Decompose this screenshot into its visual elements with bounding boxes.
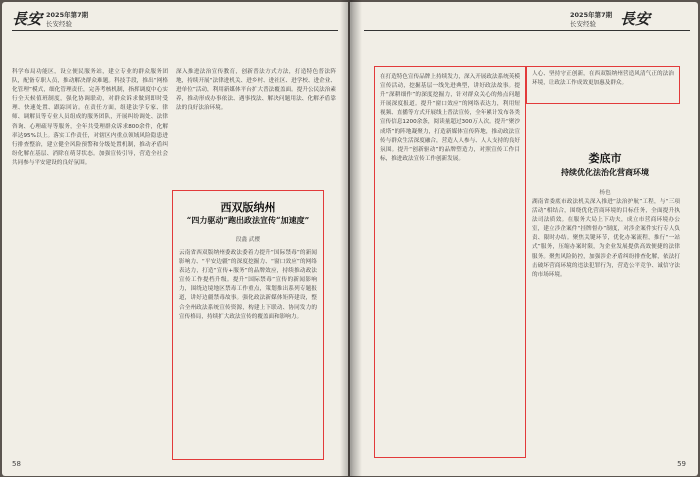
right-page	[350, 2, 698, 476]
page-number-left: 58	[12, 460, 21, 468]
right-column-2-intro: 人心、坚持守正创新，在西双版纳州营造风清气正的法治环境，让政法工作成效更加惠及群众。	[532, 71, 674, 87]
highlighted-column	[374, 66, 526, 458]
header-rule	[12, 30, 338, 31]
highlighted-article	[172, 190, 324, 460]
issue-label: 2025年第7期	[46, 11, 89, 19]
article-byline: 杨也	[599, 190, 611, 196]
spine-shadow	[340, 0, 362, 477]
section-label: 长安经验	[570, 20, 596, 28]
article-subtitle: “四力驱动”跑出政法宣传“加速度”	[186, 215, 310, 225]
article-title: 娄底市	[588, 152, 622, 165]
article-title: 西双版纳州	[220, 201, 276, 214]
article-body: 云南省西双版纳州委政法委着力提升“国际禁毒”的新闻影响力、“平安边疆”的深度挖掘力、“窗口效应”的网络表达力，打造“宣传+服务”的品牌效应，持续推动政法宣传工作提档升级。提升“国际禁毒”宣传的新闻影响力，围绕边境地区禁毒工作重点，策划推出系列专题报道，讲好边疆禁毒故事。强化政法新媒体矩阵建设，整合全州政法系统宣传资源，构建上下联动、协同发力的宣传格局，持续扩大政法宣传的覆盖面和影响力。	[179, 250, 317, 320]
left-column-2-text: 深入推进法治宣传教育，创新普法方式方法，打造特色普法阵地，持续开展“法律进机关、进乡村、进社区、进学校、进企业、进单位”活动，利用新媒体平台扩大普法覆盖面。提升公民法治素养，推动形成办事依法、遇事找法、解决问题用法、化解矛盾靠法的良好法治环境。	[176, 69, 336, 112]
magazine-logo: 長安	[620, 10, 651, 28]
magazine-logo: 長安	[12, 10, 43, 28]
page-number-right: 59	[677, 460, 686, 468]
right-header	[570, 8, 651, 29]
left-page	[2, 2, 348, 476]
right-column-2-text: 湖南省娄底市政法机关深入推进“法治护航”工程，与“三项活动”相结合，围绕优化营商环境的目标任务，全面提升执法司法质效。在服务大局上下功夫，成立市营商环境办公室，建立涉企案件“挂牌督办”制度，对涉企案件实行专人负责、限时办结。聚焦关键环节，优化办案流程，推行“一站式”服务，压缩办案时限，为企业发展提供高效便捷的法律服务。聚焦风险防控，加强涉企矛盾纠纷排查化解，依法打击破坏营商环境的违法犯罪行为，营造公平竞争、诚信守法的市场环境。	[532, 199, 680, 278]
issue-label: 2025年第7期	[570, 11, 613, 19]
right-column-1-text: 在打造特色宣传品牌上持续发力，深入开展政法系统英模宣传活动，挖掘基层一线先进典型，讲好政法故事。提升“深耕细作”的深度挖掘力，针对群众关心的热点问题开展深度报道。提升“窗口效应”的网络表达力，利用短视频、直播等方式开展线上普法宣传，全年累计发布各类宣传信息1200余条，阅读量超过300万人次。提升“聚沙成塔”的阵地凝聚力，打造新媒体宣传阵地，推动政法宣传与群众生活深度融合，营造人人参与、人人支持的良好氛围。提升“创新驱动”的品牌塑造力，对照宣传工作目标，推进政法宣传工作创新发展。	[380, 74, 520, 162]
highlighted-intro	[526, 66, 680, 104]
left-column-1-text: 科学布局功能区，设立便民服务站，建立专业的群众服务团队，配备专职人员，推动解决群众难题。科技手段，推出“网格化管理”模式，细化管理责任，完善考核机制，指挥调度中心实行全天候值班制度，强化协调联动，对群众诉求做到即时受理、快速处置、跟踪回访。在责任方面，组建法学专家、律师、调解员等专业人员组成的服务团队，开展纠纷调处、法律咨询、心理疏导等服务，全年共受理群众诉求800余件，化解率达95%以上。落实工作责任，对辖区内重点领域风险隐患进行排查整治，建立健全风险预警和分级处置机制，推动矛盾纠纷化解在基层、消除在萌芽状态。加强宣传引导，营造全社会共同参与平安建设的良好氛围。	[12, 69, 168, 166]
section-label: 长安经验	[46, 20, 72, 28]
article-subtitle: 持续优化法治化营商环境	[561, 167, 649, 177]
article-byline: 段鑫 武樱	[235, 237, 261, 243]
header-rule	[364, 30, 690, 31]
left-header	[12, 8, 89, 29]
